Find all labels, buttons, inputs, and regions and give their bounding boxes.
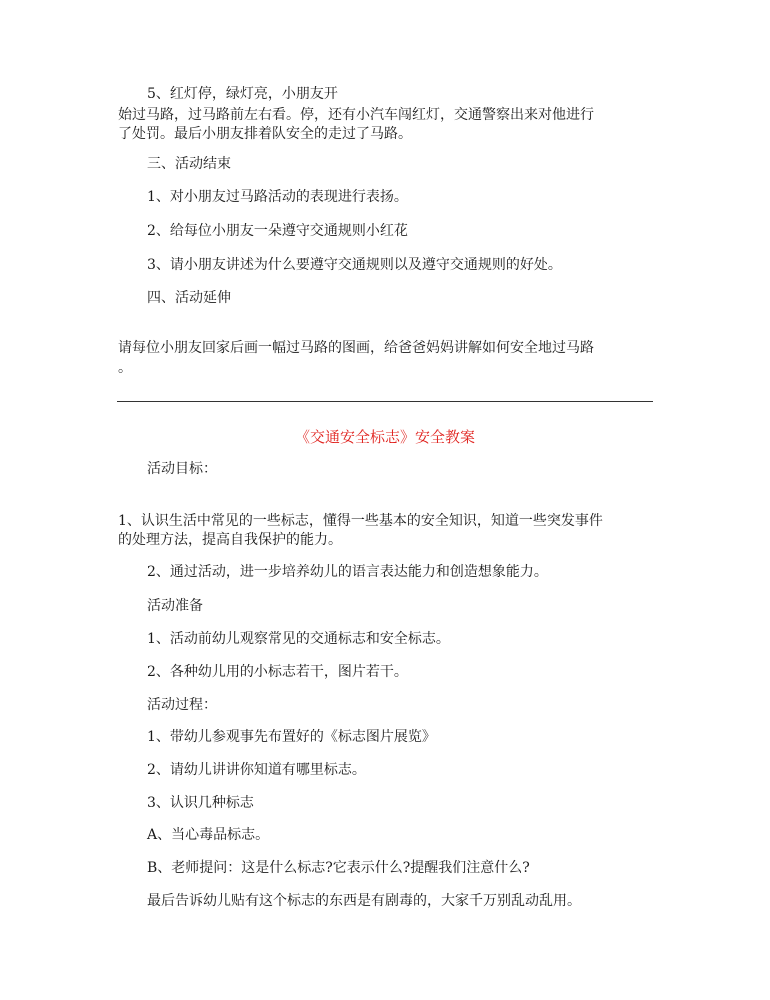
process-item-3: 3、认识几种标志 (147, 795, 254, 811)
goals-heading: 活动目标： (147, 461, 217, 477)
goal-2: 2、通过活动，进一步培养幼儿的语言表达能力和创造想象能力。 (147, 564, 548, 580)
step5-line-3: 了处罚。最后小朋友排着队安全的走过了马路。 (118, 126, 412, 142)
prep-item-2: 2、各种幼儿用的小标志若干，图片若干。 (147, 664, 408, 680)
section-divider (117, 401, 653, 402)
extension-line-1: 请每位小朋友回家后画一幅过马路的图画，给爸爸妈妈讲解如何安全地过马路 (118, 340, 594, 356)
process-item-2: 2、请幼儿讲讲你知道有哪里标志。 (147, 762, 366, 778)
process-item-1: 1、带幼儿参观事先布置好的《标志图片展览》 (147, 729, 436, 745)
extension-line-2: 。 (118, 360, 132, 376)
prep-item-1: 1、活动前幼儿观察常见的交通标志和安全标志。 (147, 631, 450, 647)
step5-line-2: 始过马路，过马路前左右看。停，还有小汽车闯红灯，交通警察出来对他进行 (118, 107, 594, 123)
section4-heading: 四、活动延伸 (147, 290, 231, 306)
process-heading: 活动过程： (147, 697, 217, 713)
section3-heading: 三、活动结束 (147, 156, 231, 172)
end-item-2: 2、给每位小朋友一朵遵守交通规则小红花 (147, 223, 408, 239)
conclusion: 最后告诉幼儿贴有这个标志的东西是有剧毒的，大家千万别乱动乱用。 (147, 893, 581, 909)
goal-1-line-2: 的处理方法，提高自我保护的能力。 (118, 532, 342, 548)
end-item-1: 1、对小朋友过马路活动的表现进行表扬。 (147, 189, 408, 205)
lesson-title: 《交通安全标志》安全教案 (294, 428, 475, 446)
goal-1-line-1: 1、认识生活中常见的一些标志，懂得一些基本的安全知识，知道一些突发事件 (118, 513, 603, 529)
sign-a: A、当心毒品标志。 (147, 827, 270, 843)
sign-b: B、老师提问：这是什么标志?它表示什么?提醒我们注意什么? (147, 860, 530, 876)
end-item-3: 3、请小朋友讲述为什么要遵守交通规则以及遵守交通规则的好处。 (147, 257, 562, 273)
step5-line-1: 5、红灯停，绿灯亮，小朋友开 (147, 86, 338, 102)
prep-heading: 活动准备 (147, 598, 203, 614)
